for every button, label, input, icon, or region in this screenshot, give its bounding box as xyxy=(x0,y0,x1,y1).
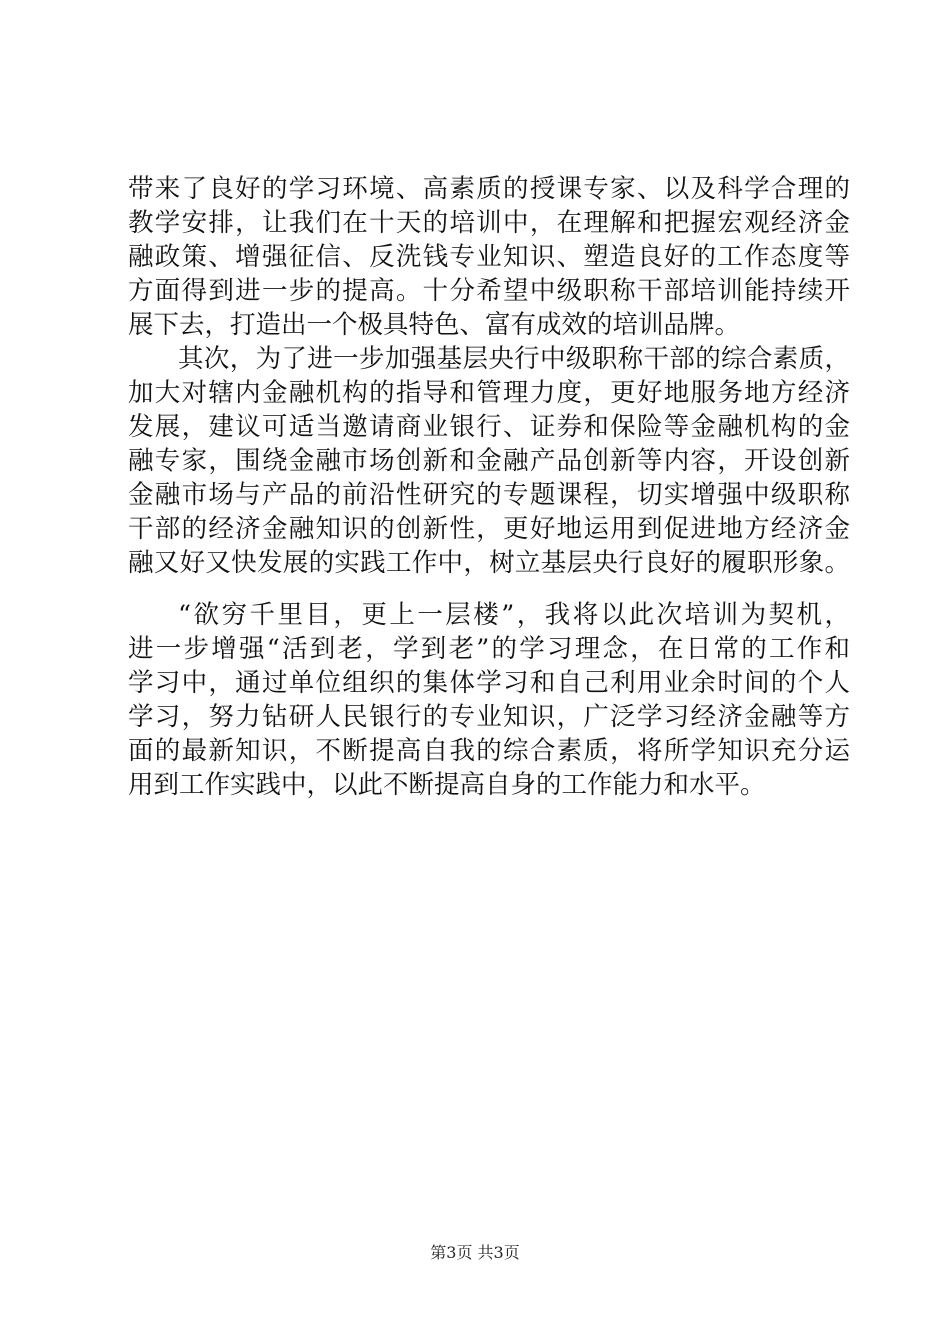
paragraph-1-line-3: 融政策、增强征信、反洗钱专业知识、塑造良好的工作态度等 xyxy=(128,242,850,272)
paragraph-2-line-1: 其次，为了进一步加强基层央行中级职称干部的综合素质， xyxy=(178,344,850,374)
paragraph-3-line-1: “欲穷千里目，更上一层楼”，我将以此次培训为契机， xyxy=(178,600,850,630)
paragraph-2-line-2: 加大对辖内金融机构的指导和管理力度，更好地服务地方经济 xyxy=(128,378,850,408)
paragraph-3-line-5: 面的最新知识，不断提高自我的综合素质，将所学知识充分运 xyxy=(128,736,850,766)
paragraph-2-line-7: 融又好又快发展的实践工作中，树立基层央行良好的履职形象。 xyxy=(128,548,850,578)
paragraph-1-line-4: 方面得到进一步的提高。十分希望中级职称干部培训能持续开 xyxy=(128,276,850,306)
paragraph-2-line-3: 发展，建议可适当邀请商业银行、证券和保险等金融机构的金 xyxy=(128,412,850,442)
paragraph-2-line-5: 金融市场与产品的前沿性研究的专题课程，切实增强中级职称 xyxy=(128,480,850,510)
paragraph-2-line-4: 融专家，围绕金融市场创新和金融产品创新等内容，开设创新 xyxy=(128,446,850,476)
paragraph-1-line-1: 带来了良好的学习环境、高素质的授课专家、以及科学合理的 xyxy=(128,174,850,204)
paragraph-3-line-4: 学习，努力钻研人民银行的专业知识，广泛学习经济金融等方 xyxy=(128,702,850,732)
paragraph-3-line-6: 用到工作实践中，以此不断提高自身的工作能力和水平。 xyxy=(128,770,766,800)
paragraph-2-line-6: 干部的经济金融知识的创新性，更好地运用到促进地方经济金 xyxy=(128,514,850,544)
paragraph-3-line-2: 进一步增强“活到老，学到老”的学习理念，在日常的工作和 xyxy=(128,634,850,664)
paragraph-3-line-3: 学习中，通过单位组织的集体学习和自己利用业余时间的个人 xyxy=(128,668,850,698)
paragraph-1-line-2: 教学安排，让我们在十天的培训中，在理解和把握宏观经济金 xyxy=(128,208,850,238)
paragraph-1-line-5: 展下去，打造出一个极具特色、富有成效的培训品牌。 xyxy=(128,310,741,340)
page-number-footer: 第3页 共3页 xyxy=(430,1243,520,1262)
